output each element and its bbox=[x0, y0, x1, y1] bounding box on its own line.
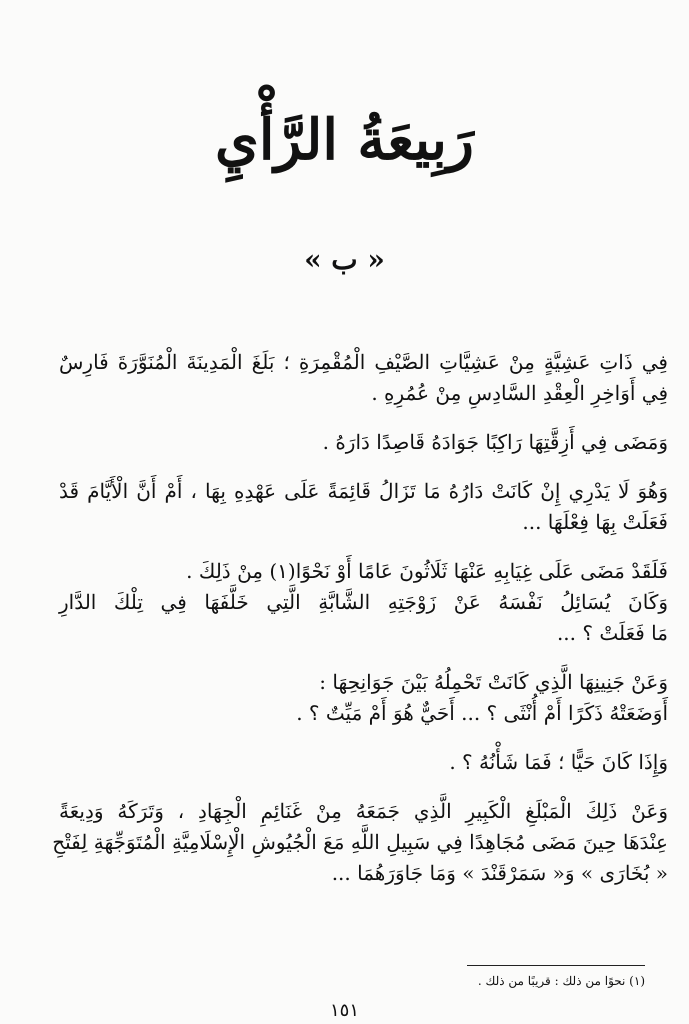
text-line: مَا فَعَلَتْ ؟ ... bbox=[556, 621, 668, 645]
page-title: رَبِيعَةُ الرَّأْيِ bbox=[215, 107, 474, 173]
footnote: (١) نحوًا من ذلك : قريبًا من ذلك . bbox=[477, 974, 645, 988]
text-line: وَعَنْ جَنِينِهَا الَّذِي كَانَتْ تَحْمِلُهُ بَيْنَ جَوَانِحِهَا : bbox=[319, 670, 668, 694]
text-line: وَعَنْ ذَلِكَ الْمَبْلَغِ الْكَبِيرِ الَّذِي جَمَعَهُ مِنْ غَنَائِمِ الْجِهَادِ ، وَتَرَكَهُ وَدِيعَةً bbox=[59, 799, 668, 823]
page-number: ١٥١ bbox=[329, 1000, 359, 1021]
text-line: فِي أَوَاخِرِ الْعِقْدِ السَّادِسِ مِنْ عُمُرِهِ . bbox=[371, 381, 668, 405]
text-line: وَإِذَا كَانَ حَيًّا ؛ فَمَا شَأْنُهُ ؟ . bbox=[449, 750, 668, 774]
text-line: فَعَلَتْ بِهَا فِعْلَهَا ... bbox=[522, 510, 668, 534]
text-line: وَهُوَ لَا يَدْرِي إِنْ كَانَتْ دَارُهُ مَا تَزَالُ قَائِمَةً عَلَى عَهْدِهِ بِهَا ، أَمْ أَنَّ الْأَيَّامَ قَدْ bbox=[59, 479, 668, 503]
footnote-divider bbox=[467, 965, 645, 966]
section-subtitle: « ب » bbox=[304, 243, 385, 276]
text-line: فَلَقَدْ مَضَى عَلَى غِيَابِهِ عَنْهَا ثَلَاثُونَ عَامًا أَوْ نَحْوًا(١) مِنْ ذَلِكَ . bbox=[186, 559, 668, 583]
text-line: وَمَضَى فِي أَزِقَّتِهَا رَاكِبًا جَوَادَهُ قَاصِدًا دَارَهُ . bbox=[322, 430, 668, 454]
body-text bbox=[52, 347, 668, 889]
text-line: عِنْدَهَا حِينَ مَضَى مُجَاهِدًا فِي سَبِيلِ اللَّهِ مَعَ الْجُيُوشِ الْإِسْلَامِيَّةِ الْمُتَوَجِّهَةِ لِفَتْحِ bbox=[52, 830, 668, 854]
text-line: وَكَانَ يُسَائِلُ نَفْسَهُ عَنْ زَوْجَتِهِ الشَّابَّةِ الَّتِي خَلَّفَهَا فِي تِلْكَ الدَّارِ bbox=[59, 590, 668, 614]
text-line: « بُخَارَى » وَ« سَمَرْقَنْدَ » وَمَا جَاوَرَهُمَا ... bbox=[331, 861, 668, 885]
text-line: أَوَضَعَتْهُ ذَكَرًا أَمْ أُنْثَى ؟ ... أَحَيٌّ هُوَ أَمْ مَيِّتٌ ؟ . bbox=[296, 701, 668, 725]
text-line: فِي ذَاتِ عَشِيَّةٍ مِنْ عَشِيَّاتِ الصَّيْفِ الْمُقْمِرَةِ ؛ بَلَغَ الْمَدِينَةَ الْمُنَوَّرَةَ فَارِسٌ bbox=[59, 350, 668, 374]
